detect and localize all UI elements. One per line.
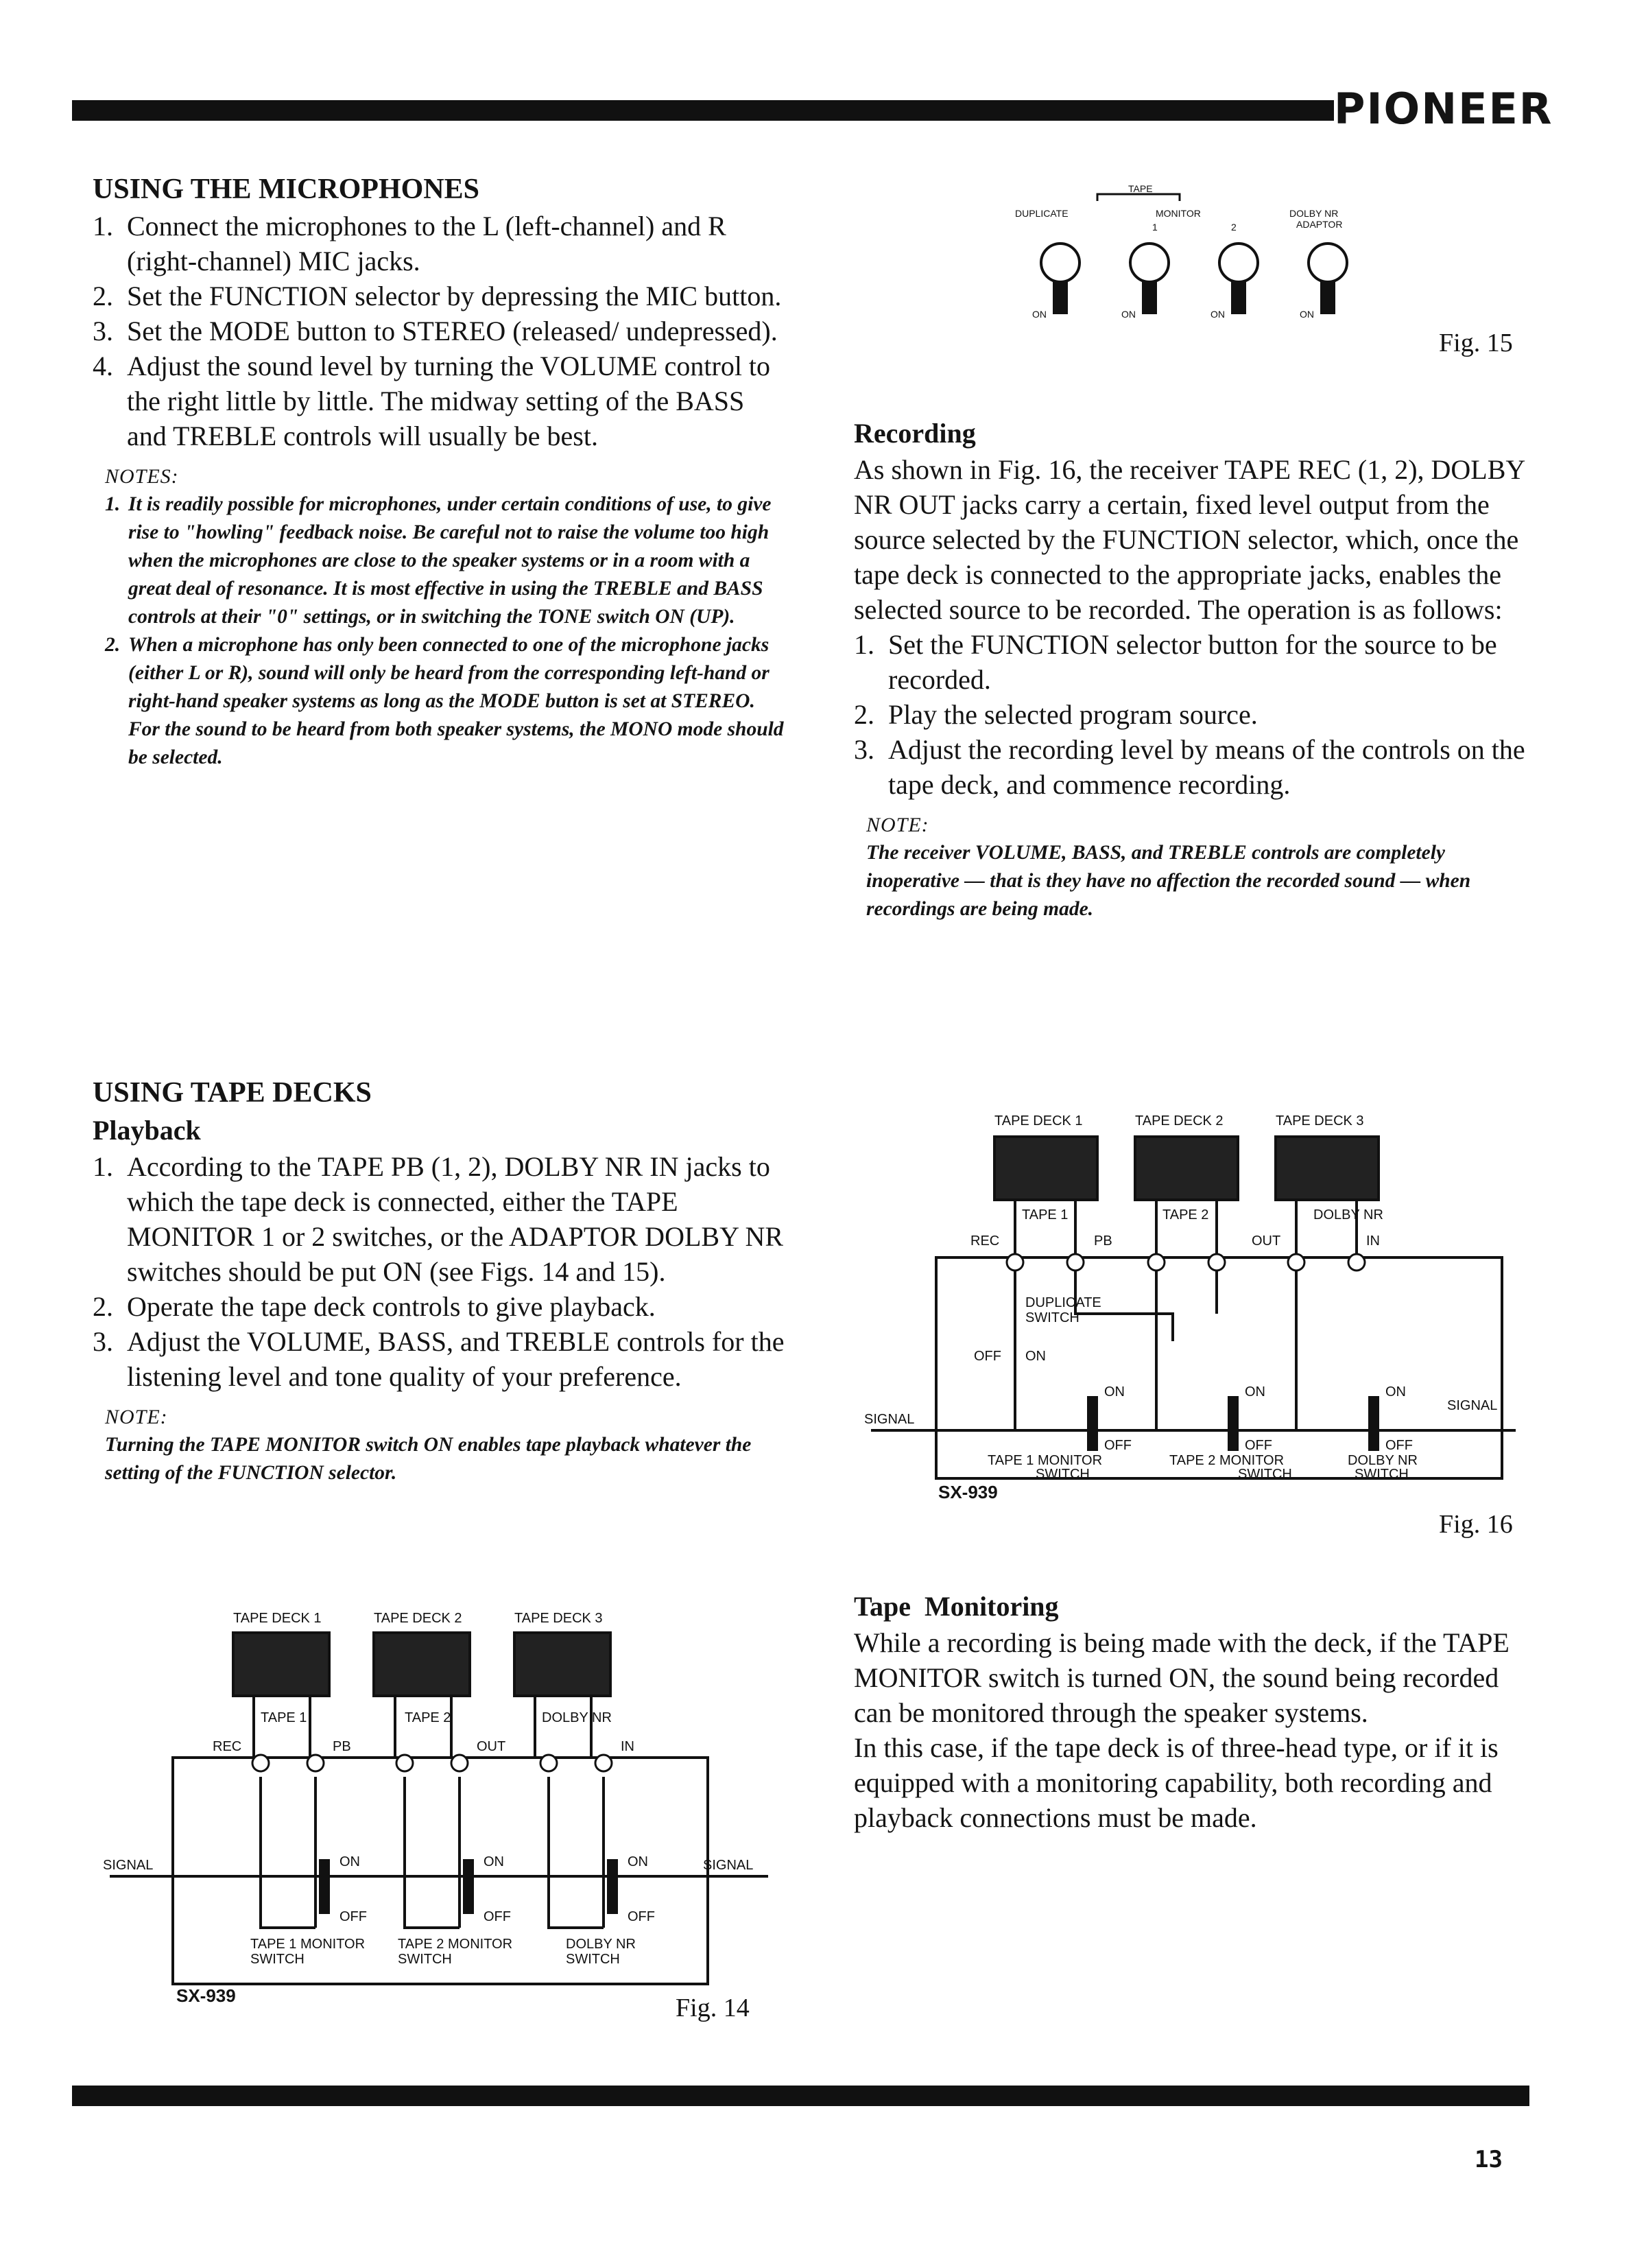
jack-label: DOLBY NR — [542, 1710, 612, 1725]
fig14-caption: Fig. 14 — [676, 1994, 750, 2022]
off-label: OFF — [1245, 1438, 1272, 1453]
on-label: ON — [1245, 1384, 1265, 1399]
dolby-switch-icon — [607, 1859, 618, 1914]
adaptor-label: ADAPTOR — [1296, 219, 1343, 230]
monitor-1-label: 1 — [1152, 222, 1158, 233]
signal-in-label: SIGNAL — [864, 1412, 915, 1427]
switch-label: SWITCH — [250, 1952, 305, 1967]
list-item: 2. Play the selected program source. — [854, 699, 1258, 730]
monitoring-title: Tape Monitoring — [854, 1591, 1059, 1622]
pb-label: PB — [1094, 1233, 1112, 1249]
playback-note: Turning the TAPE MONITOR switch ON enables tape playback whatever the setting of the FUNCTION selector. — [105, 1434, 752, 1484]
monitor-2-label: 2 — [1231, 222, 1237, 233]
out-label: OUT — [477, 1739, 506, 1754]
recording-steps — [854, 627, 1543, 802]
microphones-steps — [93, 209, 785, 453]
deck-label: TAPE DECK 3 — [1276, 1113, 1364, 1129]
switch-label: SWITCH — [1238, 1467, 1292, 1482]
tape1-switch-icon — [1087, 1396, 1098, 1451]
tape-deck-1-icon — [994, 1137, 1097, 1200]
tape-deck-1-icon — [233, 1633, 329, 1696]
on-label: ON — [1385, 1384, 1406, 1399]
signal-in-label: SIGNAL — [103, 1858, 154, 1873]
signal-out-label: SIGNAL — [1447, 1398, 1498, 1413]
fig16-diagram — [857, 1108, 1516, 1492]
fig15-diagram — [892, 184, 1413, 342]
note-item: 1. It is readily possible for microphones, under certain conditions of use, to give rise to "howling" feedback noise. Be careful not to raise the volume too high when the microphones are close to the speaker systems or in a room with a great deal of resonance. It is most effective in using the TREBLE and BASS controls at their "0" settings, or in switching the TONE switch ON (UP). — [105, 493, 772, 628]
fig16-caption: Fig. 16 — [1439, 1510, 1513, 1539]
on-label: ON — [339, 1854, 360, 1869]
list-item: 3. Adjust the recording level by means of the controls on the tape deck, and commence recording. — [854, 734, 1525, 800]
microphones-notes — [105, 491, 785, 772]
note-item: 2. When a microphone has only been connected to one of the microphone jacks (either L or R), sound will only be heard from the corresponding left-hand or right-hand speaker systems as long as the MODE button is set at STEREO. For the sound to be heard from both speaker systems, the MONO mode should be selected. — [105, 634, 784, 768]
brand-logo: PIONEER — [1334, 84, 1553, 134]
page-number: 13 — [1475, 2146, 1503, 2173]
on-label: ON — [1025, 1349, 1046, 1364]
header-rule — [72, 100, 1334, 121]
tape-deck-2-icon — [374, 1633, 470, 1696]
playback-title: Playback — [93, 1115, 201, 1146]
monitor-label: MONITOR — [1156, 208, 1201, 219]
microphones-title: USING THE MICROPHONES — [93, 174, 479, 205]
in-label: IN — [621, 1739, 634, 1754]
deck-label: TAPE DECK 3 — [514, 1611, 603, 1626]
deck-label: TAPE DECK 2 — [1135, 1113, 1224, 1129]
dolby-label: DOLBY NR — [1289, 208, 1339, 219]
list-item: 1. Connect the microphones to the L (left-channel) and R (right-channel) MIC jacks. — [93, 211, 726, 276]
switch-label: TAPE 2 MONITOR — [1169, 1453, 1285, 1468]
on-label: ON — [1210, 309, 1225, 320]
jack-label: DOLBY NR — [1313, 1207, 1383, 1222]
off-label: OFF — [1385, 1438, 1413, 1453]
tape-deck-2-icon — [1135, 1137, 1238, 1200]
on-label: ON — [1032, 309, 1047, 320]
on-label: ON — [484, 1854, 504, 1869]
tape1-switch-icon — [319, 1859, 330, 1914]
recording-note-heading: NOTE: — [866, 814, 929, 836]
list-item: 2. Set the FUNCTION selector by depressing the MIC button. — [93, 281, 782, 311]
list-item: 3. Adjust the VOLUME, BASS, and TREBLE controls for the listening level and tone quality of your preference. — [93, 1326, 785, 1392]
tape-label: TAPE — [1128, 184, 1153, 194]
microphones-section — [93, 170, 785, 772]
on-label: ON — [1104, 1384, 1125, 1399]
tape-deck-3-icon — [1276, 1137, 1379, 1200]
microphones-notes-heading: NOTES: — [105, 465, 179, 488]
switch-label: SWITCH — [398, 1952, 452, 1967]
recording-note: The receiver VOLUME, BASS, and TREBLE controls are completely inoperative — that is they have no affection the recorded sound — when recordings are being made. — [866, 842, 1471, 920]
list-item: 3. Set the MODE button to STEREO (released/ undepressed). — [93, 316, 778, 346]
list-item: 2. Operate the tape deck controls to give playback. — [93, 1291, 656, 1322]
recording-title: Recording — [854, 418, 976, 449]
fig15-caption: Fig. 15 — [1439, 329, 1513, 357]
jack-label: TAPE 1 — [261, 1710, 307, 1725]
duplicate-label: DUPLICATE — [1025, 1295, 1101, 1310]
off-label: OFF — [974, 1349, 1001, 1364]
jack-label: TAPE 2 — [405, 1710, 451, 1725]
off-label: OFF — [628, 1909, 655, 1924]
jack-label: TAPE 2 — [1162, 1207, 1209, 1222]
deck-label: TAPE DECK 2 — [374, 1611, 462, 1626]
out-label: OUT — [1252, 1233, 1281, 1249]
switch-label: TAPE 1 MONITOR — [250, 1937, 366, 1952]
off-label: OFF — [1104, 1438, 1132, 1453]
fig16-model: SX-939 — [938, 1482, 998, 1502]
rec-label: REC — [970, 1233, 1000, 1249]
switch-label: SWITCH — [1355, 1467, 1409, 1482]
off-label: OFF — [339, 1909, 367, 1924]
duplicate-label: DUPLICATE — [1015, 208, 1069, 219]
switch-label: DOLBY NR — [1348, 1453, 1418, 1468]
tape-decks-section — [93, 1074, 785, 1487]
tape-deck-3-icon — [514, 1633, 610, 1696]
recording-section — [854, 415, 1543, 923]
signal-out-label: SIGNAL — [703, 1858, 754, 1873]
footer-rule — [72, 2086, 1529, 2106]
switch-label: SWITCH — [1036, 1467, 1090, 1482]
on-label: ON — [1121, 309, 1136, 320]
switch-label: TAPE 1 MONITOR — [988, 1453, 1103, 1468]
on-label: ON — [1300, 309, 1314, 320]
list-item: 1. According to the TAPE PB (1, 2), DOLBY NR IN jacks to which the tape deck is connected, either the TAPE MONITOR 1 or 2 switches, or the ADAPTOR DOLBY NR switches should be put ON (see Figs. 14 and 15). — [93, 1151, 784, 1287]
switch-label: SWITCH — [566, 1952, 620, 1967]
on-label: ON — [628, 1854, 648, 1869]
switch-label: DOLBY NR — [566, 1937, 636, 1952]
rec-label: REC — [213, 1739, 242, 1754]
tape2-switch-icon — [463, 1859, 474, 1914]
list-item: 4. Adjust the sound level by turning the VOLUME control to the right little by little. The midway setting of the BASS and TREBLE controls will usually be best. — [93, 351, 771, 451]
in-label: IN — [1366, 1233, 1380, 1249]
playback-note-heading: NOTE: — [105, 1406, 168, 1428]
monitoring-section — [854, 1588, 1543, 1835]
playback-steps — [93, 1149, 785, 1394]
jack-label: TAPE 1 — [1022, 1207, 1069, 1222]
monitoring-paragraph-2: In this case, if the tape deck is of three-head type, or if it is equipped with a monitoring capability, both recording and playback connections must be made. — [854, 1732, 1499, 1833]
tape2-switch-icon — [1228, 1396, 1239, 1451]
dolby-switch-icon — [1368, 1396, 1379, 1451]
deck-label: TAPE DECK 1 — [233, 1611, 322, 1626]
monitoring-paragraph-1: While a recording is being made with the deck, if the TAPE MONITOR switch is turned ON, the sound being recorded can be monitored through the speaker systems. — [854, 1627, 1510, 1728]
off-label: OFF — [484, 1909, 511, 1924]
list-item: 1. Set the FUNCTION selector button for the source to be recorded. — [854, 629, 1497, 695]
pb-label: PB — [333, 1739, 351, 1754]
recording-intro: As shown in Fig. 16, the receiver TAPE REC (1, 2), DOLBY NR OUT jacks carry a certain, fixed level output from the source selected by the FUNCTION selector, which, once the tape deck is connected to the appropriate jacks, enables the selected source to be recorded. The operation is as follows: — [854, 454, 1525, 625]
deck-label: TAPE DECK 1 — [994, 1113, 1083, 1129]
duplicate-label: SWITCH — [1025, 1310, 1080, 1325]
tape-decks-title: USING TAPE DECKS — [93, 1077, 372, 1109]
fig14-diagram — [96, 1605, 782, 2017]
fig14-model: SX-939 — [176, 1985, 236, 2006]
switch-label: TAPE 2 MONITOR — [398, 1937, 513, 1952]
